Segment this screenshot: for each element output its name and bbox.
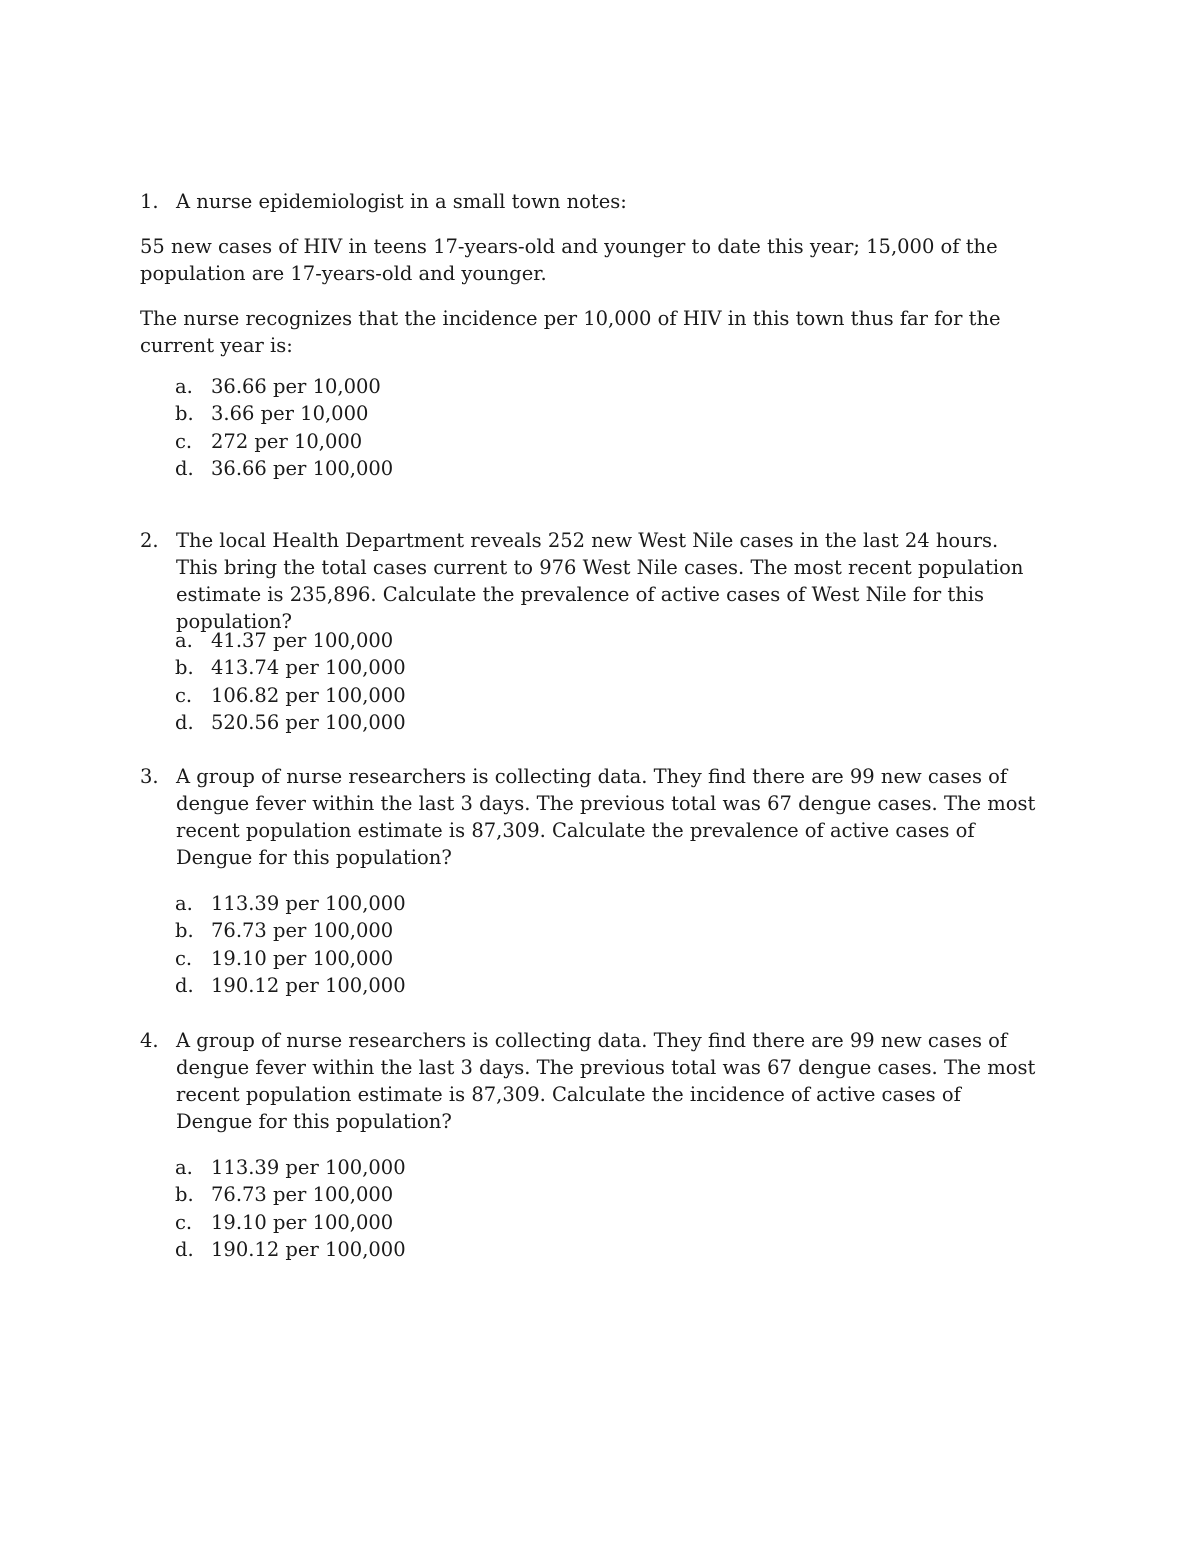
question-text: A nurse epidemiologist in a small town notes: — [176, 190, 627, 213]
answer-option — [175, 972, 875, 999]
answer-option — [175, 1154, 875, 1181]
answer-options — [175, 1154, 875, 1263]
answer-options — [175, 627, 875, 736]
option-text: 413.74 per 100,000 — [211, 656, 406, 680]
option-letter: a. — [175, 629, 193, 652]
answer-option — [175, 1181, 875, 1208]
option-letter: b. — [175, 919, 194, 943]
option-letter: d. — [175, 456, 194, 480]
option-letter: a. — [175, 375, 193, 398]
option-text: 41.37 per 100,000 — [211, 629, 394, 652]
question-text: A group of nurse researchers is collecting data. They find there are 99 new cases of dengue fever within the last 3 days. The previous total was 67 dengue cases. The most recent population estimate is 87,309. Calculate the prevalence of active cases of Dengue for this population? — [176, 765, 1036, 869]
answer-option — [175, 1209, 875, 1236]
question-2 — [140, 527, 1040, 635]
option-letter: c. — [175, 946, 193, 970]
option-letter: a. — [175, 892, 193, 915]
answer-option — [175, 654, 875, 681]
question-number: 4. — [140, 1029, 159, 1052]
option-text: 106.82 per 100,000 — [211, 683, 406, 707]
answer-option — [175, 709, 875, 736]
option-text: 190.12 per 100,000 — [211, 1237, 406, 1261]
question-text: The local Health Department reveals 252 new West Nile cases in the last 24 hours. This bring the total cases current to 976 West Nile cases. The most recent population estimate is 235,896. Calculate the prevalence of active cases of West Nile for this population? — [176, 529, 1024, 633]
option-text: 76.73 per 100,000 — [211, 1183, 394, 1207]
answer-option — [175, 627, 875, 654]
option-letter: a. — [175, 1156, 193, 1179]
question-number: 3. — [140, 765, 159, 788]
option-text: 272 per 10,000 — [211, 429, 363, 453]
option-text: 19.10 per 100,000 — [211, 946, 394, 970]
option-letter: d. — [175, 710, 194, 734]
question-number: 1. — [140, 190, 159, 213]
answer-option — [175, 917, 875, 944]
answer-option — [175, 682, 875, 709]
question-number: 2. — [140, 529, 159, 552]
answer-option — [175, 1236, 875, 1263]
question-4 — [140, 1027, 1040, 1135]
option-text: 3.66 per 10,000 — [211, 402, 369, 426]
answer-option — [175, 945, 875, 972]
question-1 — [140, 188, 1040, 215]
option-text: 520.56 per 100,000 — [211, 710, 406, 734]
option-letter: b. — [175, 656, 194, 680]
option-letter: d. — [175, 1237, 194, 1261]
option-letter: c. — [175, 429, 193, 453]
answer-option — [175, 428, 875, 455]
option-letter: c. — [175, 1210, 193, 1234]
answer-options — [175, 373, 875, 482]
question-paragraph: 55 new cases of HIV in teens 17-years-old and younger to date this year; 15,000 of the population are 17-years-old and younger. — [140, 235, 998, 285]
question-3 — [140, 763, 1040, 871]
option-letter: c. — [175, 683, 193, 707]
question-paragraph: The nurse recognizes that the incidence per 10,000 of HIV in this town thus far for the current year is: — [140, 307, 1001, 357]
answer-option — [175, 890, 875, 917]
question-text: A group of nurse researchers is collecting data. They find there are 99 new cases of dengue fever within the last 3 days. The previous total was 67 dengue cases. The most recent population estimate is 87,309. Calculate the incidence of active cases of Dengue for this population? — [176, 1029, 1036, 1133]
option-text: 113.39 per 100,000 — [211, 1156, 406, 1179]
option-letter: b. — [175, 402, 194, 426]
option-text: 190.12 per 100,000 — [211, 973, 406, 997]
option-text: 113.39 per 100,000 — [211, 892, 406, 915]
option-text: 36.66 per 10,000 — [211, 375, 381, 398]
option-text: 76.73 per 100,000 — [211, 919, 394, 943]
option-text: 36.66 per 100,000 — [211, 456, 394, 480]
answer-option — [175, 400, 875, 427]
option-letter: b. — [175, 1183, 194, 1207]
option-text: 19.10 per 100,000 — [211, 1210, 394, 1234]
answer-option — [175, 455, 875, 482]
answer-option — [175, 373, 875, 400]
option-letter: d. — [175, 973, 194, 997]
answer-options — [175, 890, 875, 999]
